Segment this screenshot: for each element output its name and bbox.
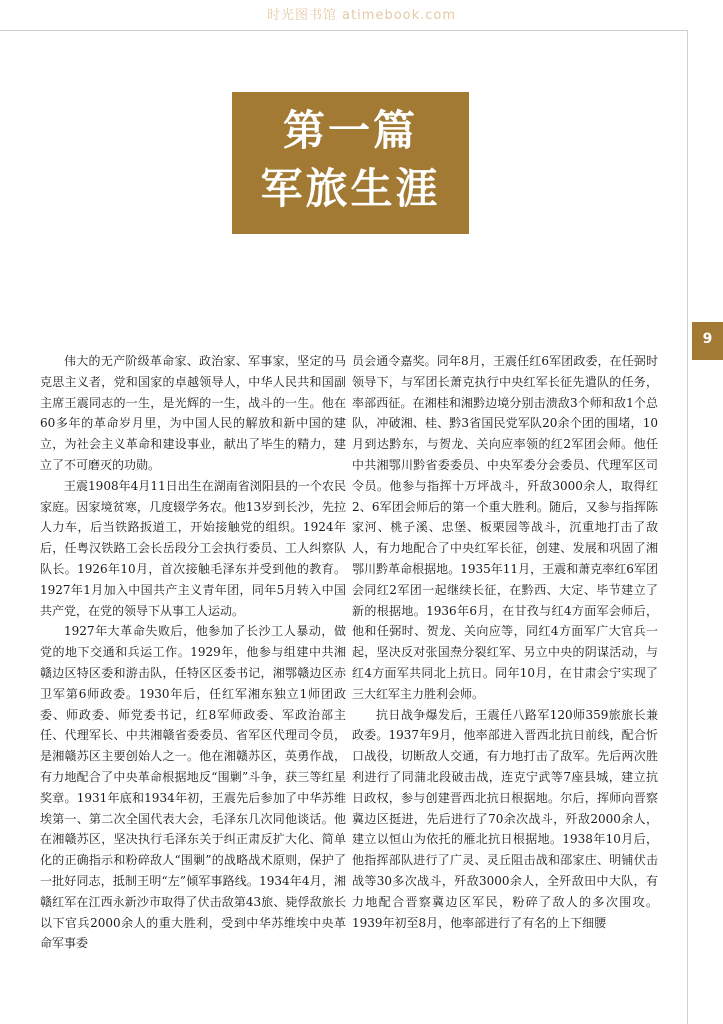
paragraph: 员会通令嘉奖。同年8月，王震任红6军团政委，在任弼时领导下，与军团长萧克执行中央红军长征先遣队的任务，率部西征。在湘桂和湘黔边境分别击溃敌3个师和敌1个总队，冲破湘、桂、黔3省国民党军队20余个团的围堵，10月到达黔东，与贺龙、关向应率领的红2军团会师。他任中共湘鄂川黔省委委员、中央军委分会委员、代理军区司令员。他参与指挥十万坪战斗，歼敌3000余人，取得红2、6军团会师后的第一个重大胜利。随后，又参与指挥陈家河、桃子溪、忠堡、板栗园等战斗，沉重地打击了敌人，有力地配合了中央红军长征，创建、发展和巩固了湘鄂川黔革命根据地。1935年11月，王震和萧克率红6军团会同红2军团一起继续长征，在黔西、大定、毕节建立了新的根据地。1936年6月，在甘孜与红4方面军会师后，他和任弼时、贺龙、关向应等，同红4方面军广大官兵一起，坚决反对张国焘分裂红军、另立中央的阴谋活动，与红4方面军共同北上抗日。同年10月，在甘肃会宁实现了三大红军主力胜利会师。 xyxy=(352,354,658,701)
paragraph: 1927年大革命失败后，他参加了长沙工人暴动，做党的地下交通和兵运工作。1929年，他参与组建中共湘赣边区特区委和游击队，任特区区委书记，湘鄂赣边区赤卫军第6师政委。1930年后，任红军湘东独立1师团政委、师政委、师党委书记，红8军师政委、军政治部主任、代理军长、中共湘赣省委委员、省军区代理司令员，是湘赣苏区主要创始人之一。他在湘赣苏区，英勇作战，有力地配合了中央革命根据地反“围剿”斗争，获三等红星奖章。1931年底和1934年初，王震先后参加了中华苏维埃第一、第二次全国代表大会，毛泽东几次同他谈话。他在湘赣苏区，坚决执行毛泽东关于纠正肃反扩大化、简单化的正确指示和粉碎敌人“围剿”的战略战术原则，保护了一批好同志，抵制王明“左”倾军事路线。1934年4月，湘赣红军在江西永新沙市取得了伏击敌第43旅、毙俘敌旅长以下官兵2000余人的重大胜利，受到中华苏维埃中央革命军事委 xyxy=(40,624,346,951)
page-number: 9 xyxy=(702,331,713,347)
frame-line-top xyxy=(0,30,688,31)
left-column xyxy=(40,351,346,954)
part-title-block xyxy=(232,92,469,234)
frame-line-right xyxy=(687,30,688,1024)
part-number: 第一篇 xyxy=(282,106,418,155)
paragraph: 抗日战争爆发后，王震任八路军120师359旅旅长兼政委。1937年9月，他率部进入晋西北抗日前线，配合忻口战役，切断敌人交通，有力地打击了敌军。先后两次胜利进行了同蒲北段破击战，连克宁武等7座县城，建立抗日政权，参与创建晋西北抗日根据地。尔后，挥师向晋察冀边区挺进，先后进行了70余次战斗，歼敌2000余人，建立以恒山为依托的雁北抗日根据地。1938年10月后，他指挥部队进行了广灵、灵丘阻击战和邵家庄、明铺伏击战等30多次战斗，歼敌3000余人，全歼敌田中大队，有力地配合晋察冀边区军民，粉碎了敌人的多次围攻。1939年初至8月，他率部进行了有名的上下细腰 xyxy=(352,707,658,930)
page-number-tab xyxy=(692,322,723,360)
part-title: 军旅生涯 xyxy=(260,164,441,213)
watermark: 时光图书馆 atimebook.com xyxy=(266,8,457,23)
paragraph: 王震1908年4月11日出生在湖南省浏阳县的一个农民家庭。因家境贫寒，几度辍学务农。他13岁到长沙，先拉人力车，后当铁路扳道工，开始接触党的组织。1924年后，任粤汉铁路工会长岳段分工会执行委员、工人纠察队队长。1926年10月，首次接触毛泽东并受到他的教育。1927年1月加入中国共产主义青年团，同年5月转入中国共产党，在党的领导下从事工人运动。 xyxy=(40,478,346,618)
paragraph: 伟大的无产阶级革命家、政治家、军事家，坚定的马克思主义者，党和国家的卓越领导人，中华人民共和国副主席王震同志的一生，是光辉的一生，战斗的一生。他在60多年的革命岁月里，为中国人民的解放和新中国的建立，为社会主义革命和建设事业，献出了毕生的精力，建立了不可磨灭的功勋。 xyxy=(40,354,346,472)
right-column xyxy=(352,351,658,933)
